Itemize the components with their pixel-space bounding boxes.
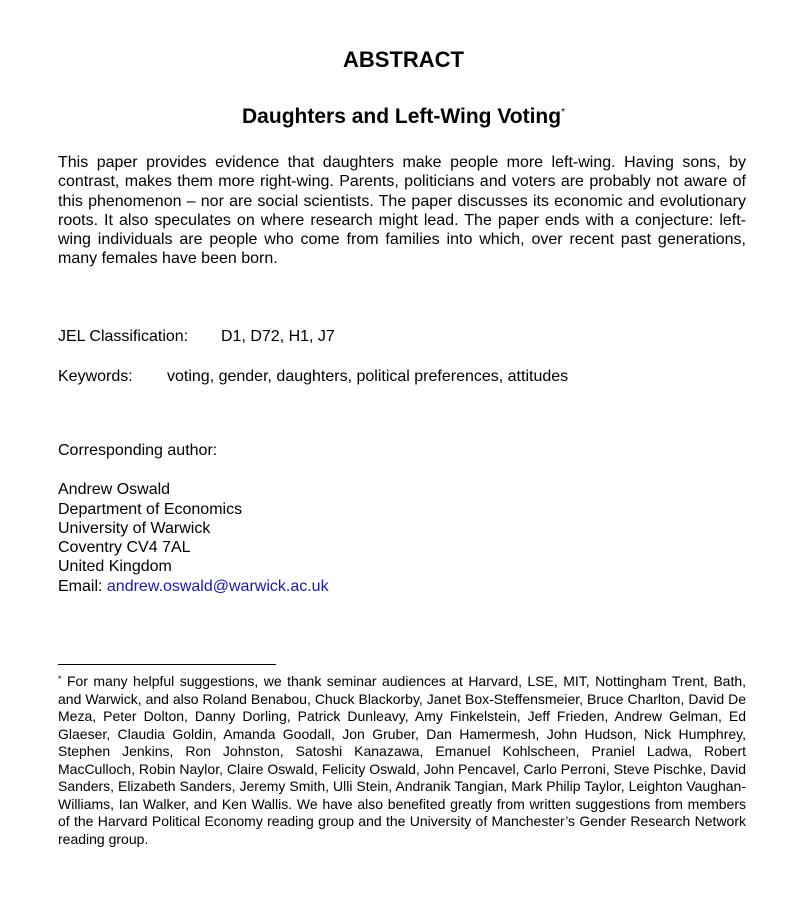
author-city: Coventry CV4 7AL [58, 539, 191, 557]
keywords-value: voting, gender, daughters, political preferences, attitudes [167, 368, 569, 385]
corresponding-author-label: Corresponding author: [58, 442, 218, 459]
jel-classification-row [58, 327, 335, 347]
keywords-label: Keywords: [58, 368, 133, 385]
email-label: Email: [58, 577, 103, 595]
corresponding-author-block [58, 441, 329, 596]
paper-title [0, 103, 807, 131]
author-university: University of Warwick [58, 519, 211, 537]
footnote-divider [58, 664, 276, 665]
keywords-row [58, 367, 569, 387]
paper-title-text: Daughters and Left-Wing Voting [242, 105, 562, 128]
author-name: Andrew Oswald [58, 481, 171, 499]
email-link[interactable]: andrew.oswald@warwick.ac.uk [106, 577, 329, 595]
footnote-marker: * [58, 674, 62, 684]
author-email-row [58, 577, 329, 596]
footnote-text: For many helpful suggestions, we thank seminar audiences at Harvard, LSE, MIT, Nottingham Trent, Bath, and Warwick, and also Roland Benabou, Chuck Blackorby, Janet Box-Steffensmeier, Bruce Charlton, David De Meza, Peter Dolton, Danny Dorling, Patrick Dunleavy, Amy Finkelstein, Jeff Frieden, Andrew Gelman, Ed Glaeser, Claudia Goldin, Amanda Goodall, Jon Gruber, Dan Hamermesh, John Hudson, Nick Humphrey, Stephen Jenkins, Ron Johnston, Satoshi Kanazawa, Emanuel Kohlscheen, Praniel Ladwa, Robert MacCulloch, Robin Naylor, Claire Oswald, Felicity Oswald, John Pencavel, Carlo Perroni, Steve Pischke, David Sanders, Elizabeth Sanders, Jeremy Smith, Ulli Stein, Andranik Tangian, Mark Philip Taylor, Leighton Vaughan-Williams, Ian Walker, and Ken Wallis. We have also benefited greatly from written suggestions from members of the Harvard Political Economy reading group and the University of Manchester’s Gender Research Network reading group. [58, 673, 747, 847]
jel-codes: D1, D72, H1, J7 [221, 328, 335, 345]
abstract-heading: ABSTRACT [343, 47, 464, 72]
jel-label: JEL Classification: [58, 328, 189, 345]
author-department: Department of Economics [58, 500, 243, 518]
title-footnote-marker[interactable]: * [561, 107, 565, 118]
abstract-text: This paper provides evidence that daughters make people more left-wing. Having sons, by contrast, makes them more right-wing. Parents, politicians and voters are probably not aware of this phenomenon – nor are social scientists. The paper discusses its economic and evolutionary roots. It also speculates on where research might lead. The paper ends with a conjecture: left-wing individuals are people who come from families into which, over recent past generations, many females have been born. [58, 154, 746, 268]
author-country: United Kingdom [58, 558, 172, 576]
acknowledgements-footnote [58, 673, 746, 848]
